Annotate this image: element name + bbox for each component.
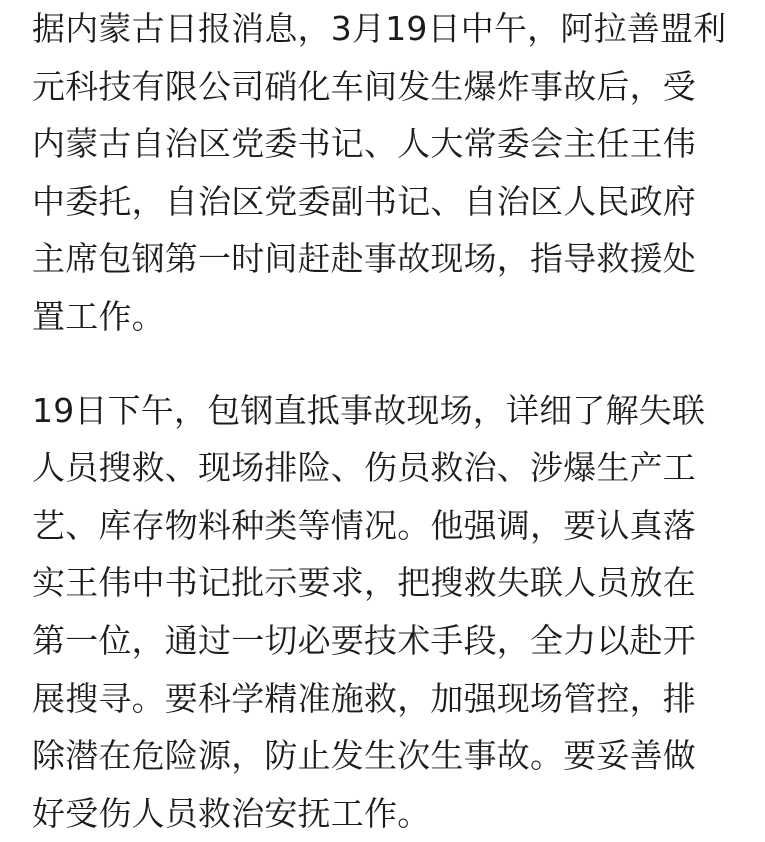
text-line: 中委托，自治区党委副书记、自治区人民政府 <box>32 181 696 221</box>
paragraph-gap <box>32 346 752 382</box>
text-line: 人员搜救、现场排险、伤员救治、涉爆生产工 <box>32 448 696 488</box>
article-body <box>32 0 752 842</box>
text-line: 元科技有限公司硝化车间发生爆炸事故后，受 <box>32 66 696 106</box>
paragraph-1 <box>32 0 752 346</box>
text-line: 置工作。 <box>32 296 165 336</box>
text-line: 除潜在危险源，防止发生次生事故。要妥善做 <box>32 736 696 776</box>
text-line: 展搜寻。要科学精准施救，加强现场管控，排 <box>32 678 696 718</box>
text-line: 第一位，通过一切必要技术手段，全力以赴开 <box>32 620 696 660</box>
text-line: 主席包钢第一时间赶赴事故现场，指导救援处 <box>32 239 696 279</box>
text-line: 实王伟中书记批示要求，把搜救失联人员放在 <box>32 563 696 603</box>
text-line: 据内蒙古日报消息，3月19日中午，阿拉善盟利 <box>32 9 727 48</box>
text-line: 19日下午，包钢直抵事故现场，详细了解失联 <box>32 390 706 430</box>
text-line: 好受伤人员救治安抚工作。 <box>32 793 431 833</box>
paragraph-2 <box>32 382 752 842</box>
text-line: 艺、库存物料种类等情况。他强调，要认真落 <box>32 505 696 545</box>
text-line: 内蒙古自治区党委书记、人大常委会主任王伟 <box>32 124 696 164</box>
